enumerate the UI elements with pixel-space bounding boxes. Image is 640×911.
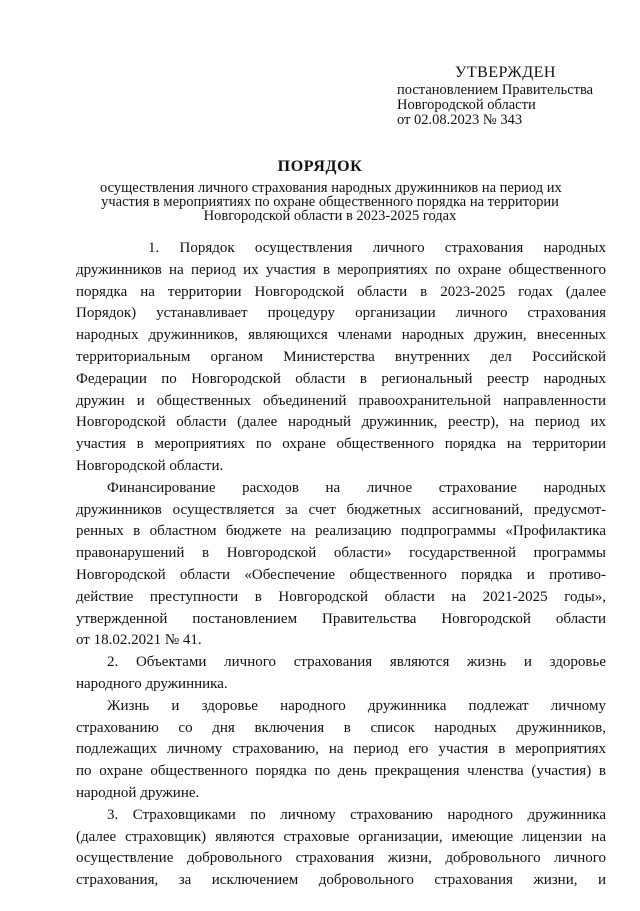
text-line: дружинников на период их участия в мероприятиях по охране общественного xyxy=(76,261,606,278)
text-line: страхования, за исключением добровольного страхования жизни, и xyxy=(76,872,606,889)
paragraph-3 xyxy=(76,652,606,696)
approval-heading: УТВЕРЖДЕН xyxy=(455,64,556,81)
text-line: Федерации по Новгородской области в региональный реестр народных xyxy=(76,370,606,387)
text-line: (далее страховщик) являются страховые организации, имеющие лицензии на xyxy=(76,828,606,845)
text-line: дружин и общественных объединений правоохранительной направленности xyxy=(76,392,606,409)
document-title: ПОРЯДОК xyxy=(277,158,363,175)
approval-line: от 02.08.2023 № 343 xyxy=(397,112,523,128)
text-line: Жизнь и здоровье народного дружинника подлежат личному xyxy=(107,697,606,714)
text-line: 3. Страховщиками по личному страхованию народного дружинника xyxy=(107,806,606,823)
paragraph-2 xyxy=(76,478,606,652)
text-line: ренных в областном бюджете на реализацию подпрограммы «Профилактика xyxy=(76,523,606,540)
approval-line: постановлением Правительства xyxy=(397,82,594,98)
text-line: народных дружинников, являющихся членами народных дружин, внесенных xyxy=(76,327,606,344)
text-line: дружинников осуществляется за счет бюджетных ассигнований, предусмот- xyxy=(76,501,606,518)
approval-stamp xyxy=(397,63,617,128)
text-line: территориальным органом Министерства внутренних дел Российской xyxy=(76,348,606,365)
document-body xyxy=(76,238,606,892)
paragraph-5 xyxy=(76,805,606,892)
text-line: Новгородской области. xyxy=(76,457,224,474)
text-line: действие преступности в Новгородской области на 2021-2025 годы», xyxy=(76,588,606,605)
text-line: Новгородской области (далее народный дружинник, реестр), на период их xyxy=(76,414,606,431)
text-line: народной дружине. xyxy=(76,784,200,801)
text-line: Порядок) устанавливает процедуру организации личного страхования xyxy=(76,305,606,322)
text-line: осуществление добровольного страхования жизни, добровольного личного xyxy=(76,850,606,867)
paragraph-4 xyxy=(76,696,606,805)
text-line: 2. Объектами личного страхования являются жизнь и здоровье xyxy=(107,654,606,671)
text-line: 1. Порядок осуществления личного страхования народных xyxy=(148,240,606,256)
text-line: порядка на территории Новгородской области в 2023-2025 годах (далее xyxy=(76,283,606,300)
text-line: подлежащих личному страхованию, на период его участия в мероприятиях xyxy=(76,741,606,758)
text-line: от 18.02.2021 № 41. xyxy=(76,632,202,649)
subtitle-line: осуществления личного страхования народных дружинников на период их xyxy=(100,180,562,196)
subtitle-line: Новгородской области в 2023-2025 годах xyxy=(203,208,457,224)
subtitle-line: участия в мероприятиях по охране общественного порядка на территории xyxy=(101,194,559,210)
text-line: Новгородской области «Обеспечение общественного порядка и противо- xyxy=(76,566,606,583)
text-line: народного дружинника. xyxy=(76,675,228,692)
text-line: утвержденной постановлением Правительства Новгородской области xyxy=(76,610,606,627)
text-line: участия в мероприятиях по охране общественного порядка на территории xyxy=(76,436,606,453)
approval-line: Новгородской области xyxy=(397,97,536,113)
text-line: по охране общественного порядка по день прекращения членства (участия) в xyxy=(76,763,606,780)
document-subtitle xyxy=(100,181,560,223)
paragraph-1 xyxy=(76,238,606,478)
text-line: Финансирование расходов на личное страхование народных xyxy=(107,479,606,496)
text-line: правонарушений в Новгородской области» государственной программы xyxy=(76,545,606,562)
text-line: страхованию со дня включения в список народных дружинников, xyxy=(76,719,606,736)
